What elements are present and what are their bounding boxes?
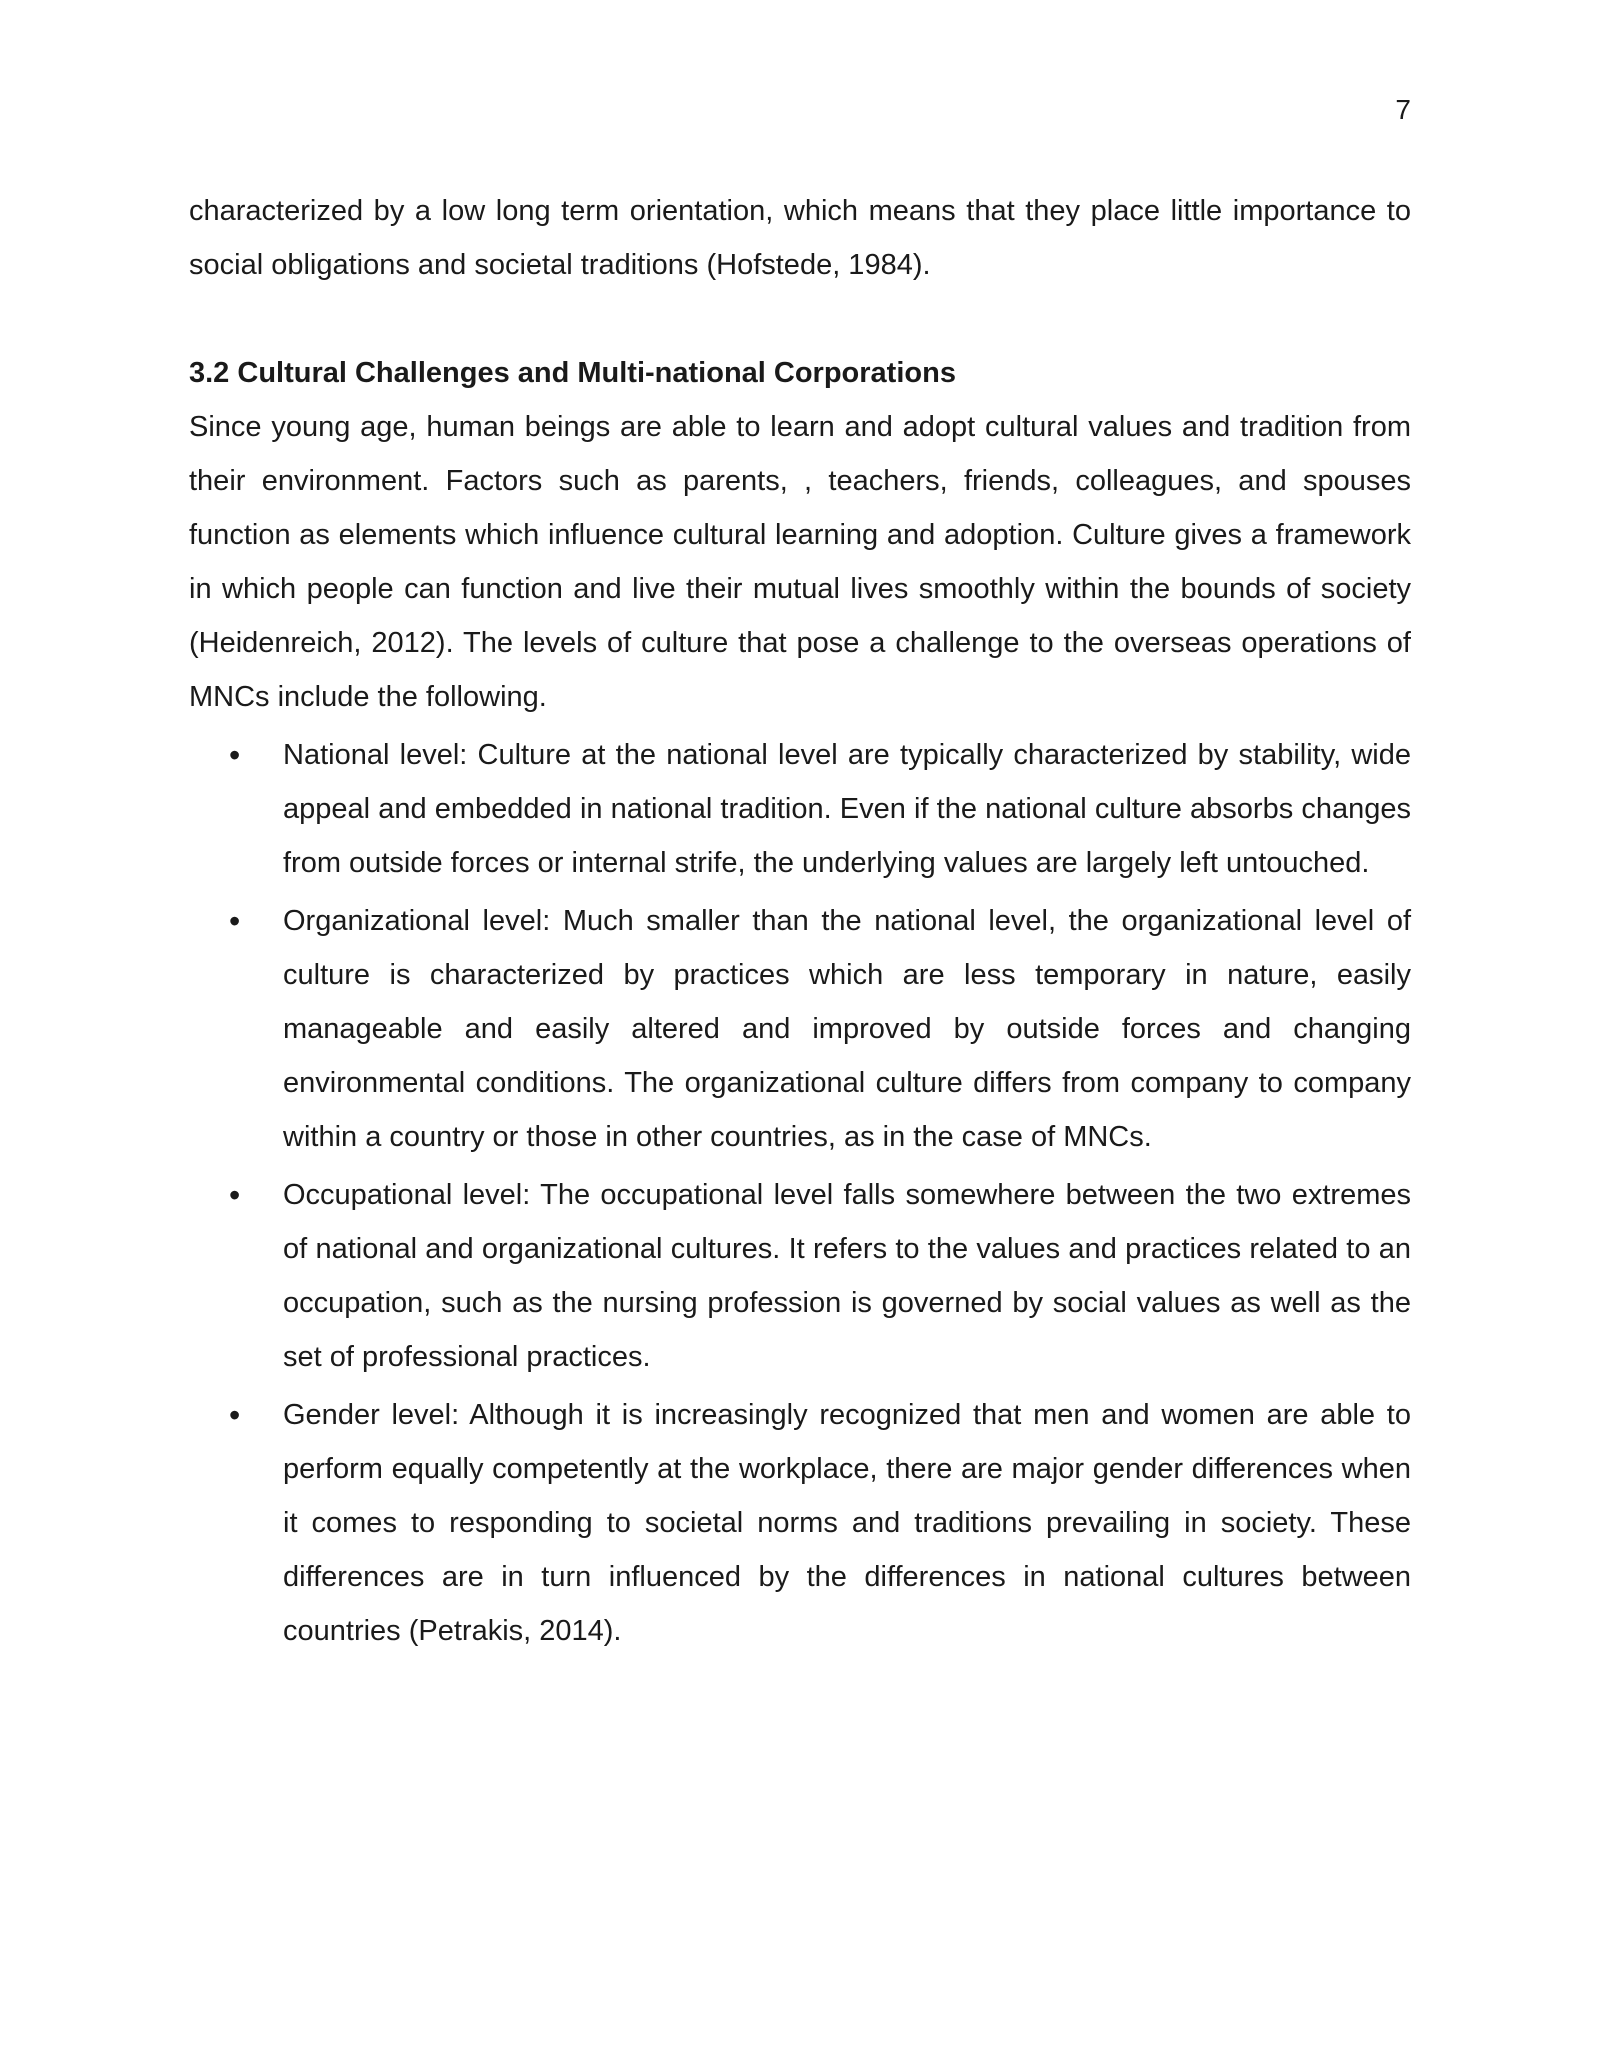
bullet-icon: • — [229, 1397, 241, 1433]
bullet-icon: • — [229, 903, 241, 939]
list-item-text: Gender level: Although it is increasingly recognized that men and women are able to perform equally competently at the workplace, there are major gender differences when it comes to responding to societal norms and traditions prevailing in society. These differences are in turn influenced by the differences in national cultures between countries (Petrakis, 2014). — [283, 1399, 1411, 1647]
page-number: 7 — [1395, 94, 1411, 125]
list-item-organizational-level — [189, 894, 1411, 1164]
bullet-icon: • — [229, 1177, 241, 1213]
list-item-text: National level: Culture at the national level are typically characterized by stability, wide appeal and embedded in national tradition. Even if the national culture absorbs changes from outside forces or internal strife, the underlying values are largely left untouched. — [283, 739, 1411, 879]
list-item-national-level — [189, 728, 1411, 890]
intro-paragraph: characterized by a low long term orientation, which means that they place little importance to social obligations and societal traditions (Hofstede, 1984). — [189, 195, 1411, 281]
bullet-icon: • — [229, 737, 241, 773]
section-paragraph: Since young age, human beings are able to learn and adopt cultural values and tradition from their environment. Factors such as parents, , teachers, friends, colleagues, and spouses function as elements which influence cultural learning and adoption. Culture gives a framework in which people can function and live their mutual lives smoothly within the bounds of society (Heidenreich, 2012). The levels of culture that pose a challenge to the overseas operations of MNCs include the following. — [189, 411, 1411, 713]
list-item-text: Occupational level: The occupational level falls somewhere between the two extremes of national and organizational cultures. It refers to the values and practices related to an occupation, such as the nursing profession is governed by social values as well as the set of professional practices. — [283, 1179, 1411, 1373]
culture-levels-list — [189, 728, 1411, 1658]
list-item-occupational-level — [189, 1168, 1411, 1384]
document-body — [189, 184, 1411, 1658]
list-item-text: Organizational level: Much smaller than the national level, the organizational level of culture is characterized by practices which are less temporary in nature, easily manageable and easily altered and improved by outside forces and changing environmental conditions. The organizational culture differs from company to company within a country or those in other countries, as in the case of MNCs. — [283, 905, 1411, 1153]
section-heading: 3.2 Cultural Challenges and Multi-national Corporations — [189, 357, 956, 389]
list-item-gender-level — [189, 1388, 1411, 1658]
